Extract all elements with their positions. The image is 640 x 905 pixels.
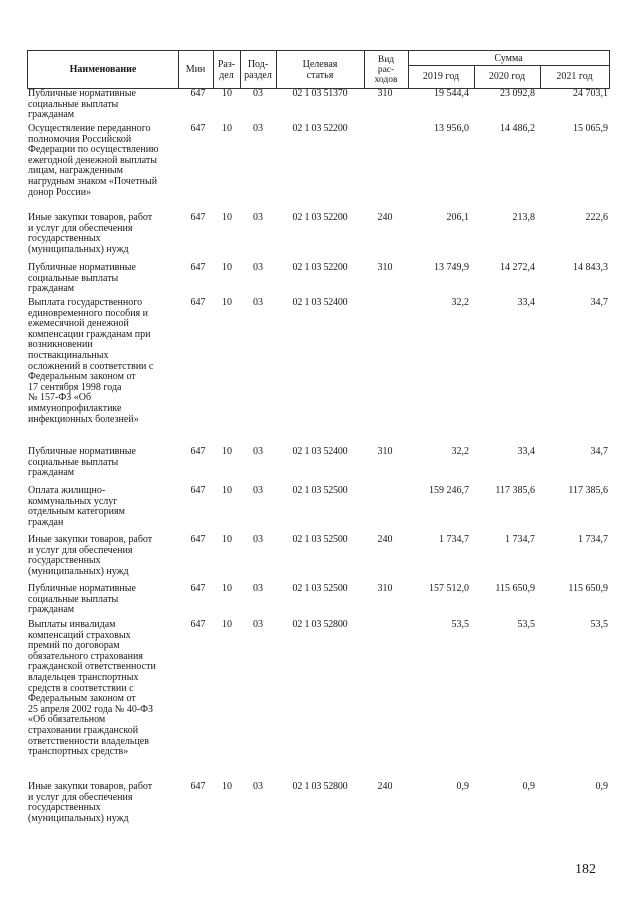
row-min: 647 (190, 88, 206, 99)
row-sum-2019: 157 512,0 (429, 583, 469, 594)
row-razdel: 10 (222, 88, 232, 99)
row-razdel: 10 (222, 212, 232, 223)
header-name: Наименование (69, 64, 137, 75)
row-celevaya: 02 1 03 52200 (292, 212, 348, 223)
page-number: 182 (575, 862, 596, 877)
row-name: Оплата жилищно- коммунальных услуг отдельным категориям граждан (28, 485, 125, 528)
row-podrazdel: 03 (253, 212, 263, 223)
row-razdel: 10 (222, 123, 232, 134)
header-razdel: Раз- дел (217, 58, 236, 81)
row-min: 647 (190, 262, 206, 273)
header-podrazdel: Под- раздел (244, 58, 272, 81)
row-celevaya: 02 1 03 52500 (292, 534, 348, 545)
row-min: 647 (190, 781, 206, 792)
header-celevaya: Целевая статья (302, 58, 338, 81)
row-sum-2020: 117 385,6 (495, 485, 535, 496)
row-celevaya: 02 1 03 52800 (292, 619, 348, 630)
row-sum-2020: 115 650,9 (495, 583, 535, 594)
row-vid: 240 (377, 212, 393, 223)
row-podrazdel: 03 (253, 619, 263, 630)
row-min: 647 (190, 212, 206, 223)
row-sum-2021: 24 703,1 (573, 88, 608, 99)
row-podrazdel: 03 (253, 781, 263, 792)
row-name: Публичные нормативные социальные выплаты гражданам (28, 446, 136, 479)
row-sum-2021: 0,9 (595, 781, 608, 792)
row-name: Публичные нормативные социальные выплаты гражданам (28, 262, 136, 295)
row-razdel: 10 (222, 781, 232, 792)
row-celevaya: 02 1 03 51370 (292, 88, 348, 99)
row-sum-2021: 15 065,9 (573, 123, 608, 134)
row-podrazdel: 03 (253, 88, 263, 99)
row-sum-2021: 222,6 (585, 212, 608, 223)
header-2019: 2019 год (422, 71, 460, 82)
row-sum-2020: 14 272,4 (500, 262, 535, 273)
header-vid: Вид рас- ходов (374, 54, 398, 85)
row-vid: 310 (377, 88, 393, 99)
row-vid: 310 (377, 262, 393, 273)
row-razdel: 10 (222, 583, 232, 594)
row-sum-2019: 206,1 (446, 212, 469, 223)
row-sum-2019: 19 544,4 (434, 88, 469, 99)
row-podrazdel: 03 (253, 446, 263, 457)
row-sum-2019: 0,9 (456, 781, 469, 792)
row-name: Публичные нормативные социальные выплаты гражданам (28, 583, 136, 616)
row-vid: 240 (377, 781, 393, 792)
row-name: Иные закупки товаров, работ и услуг для обеспечения государственных (муниципальных) нужд (28, 781, 153, 824)
row-sum-2020: 1 734,7 (505, 534, 535, 545)
row-sum-2020: 53,5 (517, 619, 535, 630)
row-sum-2020: 23 092,8 (500, 88, 535, 99)
row-vid: 240 (377, 534, 393, 545)
row-razdel: 10 (222, 619, 232, 630)
row-min: 647 (190, 619, 206, 630)
row-name: Иные закупки товаров, работ и услуг для обеспечения государственных (муниципальных) нужд (28, 534, 153, 577)
row-min: 647 (190, 297, 206, 308)
header-min: Мин (185, 64, 206, 75)
row-name: Иные закупки товаров, работ и услуг для обеспечения государственных (муниципальных) нужд (28, 212, 153, 255)
row-name: Выплаты инвалидам компенсаций страховых премий по договорам обязательного страхования гражданской ответственности владельцев транспортных средств в соответствии с Федеральным законом от 25 апреля 2002 года № 40-ФЗ «Об обязательном страховании гражданской ответственности владельцев транспортных средств» (28, 619, 156, 758)
row-razdel: 10 (222, 297, 232, 308)
row-sum-2019: 32,2 (451, 297, 469, 308)
row-sum-2020: 213,8 (512, 212, 535, 223)
row-sum-2019: 1 734,7 (439, 534, 469, 545)
row-podrazdel: 03 (253, 262, 263, 273)
row-celevaya: 02 1 03 52400 (292, 446, 348, 457)
row-min: 647 (190, 123, 206, 134)
row-sum-2021: 53,5 (590, 619, 608, 630)
row-celevaya: 02 1 03 52200 (292, 123, 348, 134)
row-podrazdel: 03 (253, 297, 263, 308)
row-sum-2021: 14 843,3 (573, 262, 608, 273)
row-sum-2020: 33,4 (517, 297, 535, 308)
row-razdel: 10 (222, 262, 232, 273)
row-name: Публичные нормативные социальные выплаты гражданам (28, 88, 136, 121)
row-sum-2021: 34,7 (590, 446, 608, 457)
row-celevaya: 02 1 03 52500 (292, 583, 348, 594)
row-min: 647 (190, 534, 206, 545)
row-sum-2019: 13 749,9 (434, 262, 469, 273)
row-celevaya: 02 1 03 52800 (292, 781, 348, 792)
header-2021: 2021 год (556, 71, 593, 82)
row-vid: 310 (377, 446, 393, 457)
row-name: Выплата государственного единовременного пособия и ежемесячной денежной компенсации гражданам при возникновении поствакцинальных осложнений в соответствии с Федеральным законом от 17 сентября 1998 года № 157-ФЗ «Об иммунопрофилактике инфекционных болезней» (28, 297, 154, 425)
row-podrazdel: 03 (253, 123, 263, 134)
row-sum-2020: 0,9 (522, 781, 535, 792)
row-sum-2019: 13 956,0 (434, 123, 469, 134)
row-celevaya: 02 1 03 52400 (292, 297, 348, 308)
row-vid: 310 (377, 583, 393, 594)
row-min: 647 (190, 485, 206, 496)
row-sum-2019: 32,2 (451, 446, 469, 457)
row-sum-2021: 117 385,6 (568, 485, 608, 496)
row-sum-2021: 34,7 (590, 297, 608, 308)
row-razdel: 10 (222, 446, 232, 457)
table-header (27, 50, 610, 89)
row-celevaya: 02 1 03 52200 (292, 262, 348, 273)
row-podrazdel: 03 (253, 583, 263, 594)
row-celevaya: 02 1 03 52500 (292, 485, 348, 496)
row-sum-2021: 115 650,9 (568, 583, 608, 594)
header-2020: 2020 год (488, 71, 526, 82)
row-sum-2020: 33,4 (517, 446, 535, 457)
row-razdel: 10 (222, 534, 232, 545)
row-podrazdel: 03 (253, 534, 263, 545)
row-sum-2021: 1 734,7 (578, 534, 608, 545)
row-podrazdel: 03 (253, 485, 263, 496)
row-razdel: 10 (222, 485, 232, 496)
row-sum-2020: 14 486,2 (500, 123, 535, 134)
row-min: 647 (190, 583, 206, 594)
row-min: 647 (190, 446, 206, 457)
header-summa: Сумма (494, 52, 523, 64)
row-name: Осуществление переданного полномочия Российской Федерации по осуществлению ежегодной денежной выплаты лицам, награжденным нагрудным знаком «Почетный донор России» (28, 123, 159, 198)
row-sum-2019: 53,5 (451, 619, 469, 630)
row-sum-2019: 159 246,7 (429, 485, 469, 496)
